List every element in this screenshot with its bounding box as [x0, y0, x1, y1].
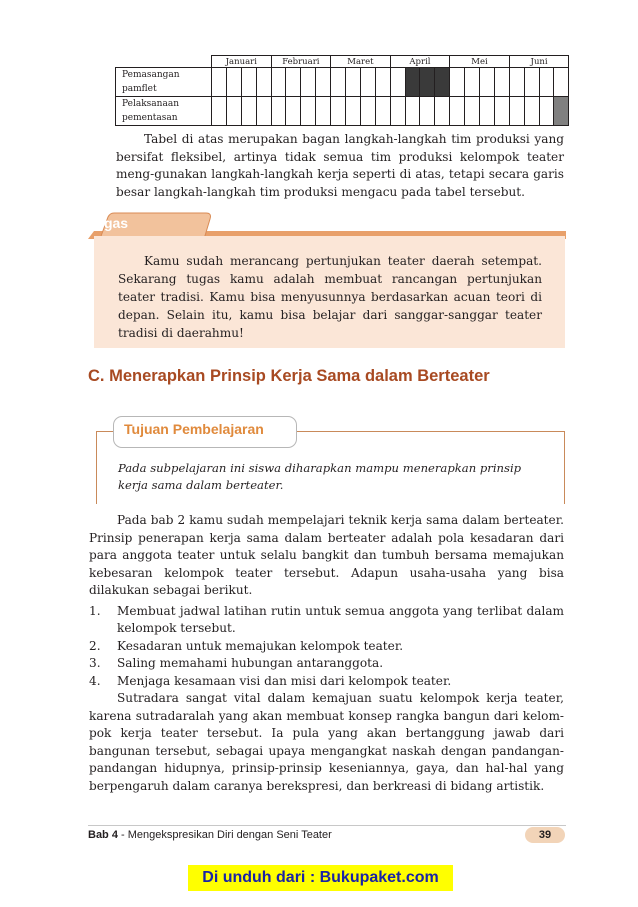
- download-banner[interactable]: Di unduh dari : Bukupaket.com: [188, 865, 453, 891]
- tugas-text-content: Kamu sudah merancang pertunjukan teater daerah setempat. Sekarang tugas kamu adalah membuat rancangan pertunjukan teater tradisi. Kamu bisa menyusunnya berdasarkan acuan teori di depan. Selain itu, kamu bisa belajar dari sanggar-sanggar teater tradisi di daerahmu!: [118, 254, 542, 340]
- week-cell: [450, 97, 465, 126]
- week-cell: [494, 97, 509, 126]
- week-cell: [465, 68, 480, 97]
- week-cell: [360, 68, 375, 97]
- tugas-label: Tugas: [87, 215, 129, 231]
- week-cell: [346, 97, 361, 126]
- list-number: 4.: [89, 673, 101, 688]
- week-cell: [509, 97, 524, 126]
- schedule-row: [116, 68, 569, 97]
- week-cell: [465, 97, 480, 126]
- month-header: Mei: [450, 56, 510, 68]
- week-cell: [286, 68, 301, 97]
- week-cell: [435, 97, 450, 126]
- tujuan-text: Pada subpelajaran ini siswa diharapkan mampu menerapkan prinsip kerja sama dalam berteater.: [118, 461, 522, 492]
- month-header: April: [390, 56, 450, 68]
- section-title: C. Menerapkan Prinsip Kerja Sama dalam Berteater: [88, 367, 490, 385]
- list-number: 3.: [89, 656, 101, 670]
- month-header: Februari: [271, 56, 331, 68]
- week-cell: [554, 97, 569, 126]
- week-cell: [301, 97, 316, 126]
- week-cell: [390, 68, 405, 97]
- list-number: 1.: [89, 603, 101, 618]
- week-cell: [524, 68, 539, 97]
- body-paragraph-1: Pada bab 2 kamu sudah mempelajari teknik kerja sama dalam berteater. Prinsip penerapan kerja sama dalam berteater adalah pola kesadaran dari para anggota teater untuk selalu bangkit dan tumbuh bersama memajukan kebesaran kelompok teater tersebut. Adapun usaha-usaha yang bisa dilakukan sebagai berikut.: [89, 513, 564, 597]
- week-cell: [256, 97, 271, 126]
- week-cell: [480, 68, 495, 97]
- month-header: Maret: [331, 56, 391, 68]
- week-cell: [286, 97, 301, 126]
- month-header: Januari: [212, 56, 272, 68]
- week-cell: [480, 97, 495, 126]
- list-text: Membuat jadwal latihan rutin untuk semua anggota yang terlibat dalam kelompok tersebut.: [117, 603, 564, 635]
- week-cell: [346, 68, 361, 97]
- week-cell: [554, 68, 569, 97]
- schedule-row: [116, 97, 569, 126]
- footer-chapter-label: Bab 4: [88, 829, 118, 841]
- week-cell: [539, 97, 554, 126]
- week-cell: [316, 68, 331, 97]
- month-header: Juni: [509, 56, 569, 68]
- week-cell: [524, 97, 539, 126]
- tujuan-label: Tujuan Pembelajaran: [124, 421, 264, 437]
- week-cell: [539, 68, 554, 97]
- list-item: [89, 638, 564, 656]
- week-cell: [509, 68, 524, 97]
- body-paragraph-2: Sutradara sangat vital dalam kemajuan suatu kelompok kerja teater, karena sutradaralah yang akan membuat konsep rangka bangun dari kelom-pok kerja teater tersebut. Ia pula yang akan bertanggung jawab dari bangunan tersebut, sebagai upaya mengangkat naskah dengan pandangan-pandangan hidupnya, prinsip-prinsip keseniannya, gaya, dan hal-hal yang berpengaruh dalam caranya berekspresi, dan berkreasi di bidang artistik.: [89, 691, 564, 793]
- week-cell: [271, 97, 286, 126]
- week-cell: [375, 68, 390, 97]
- list-item: [89, 655, 564, 673]
- week-cell: [420, 97, 435, 126]
- week-cell: [405, 97, 420, 126]
- week-cell: [450, 68, 465, 97]
- footer-chapter-title: - Mengekspresikan Diri dengan Seni Teater: [117, 829, 332, 841]
- week-cell: [375, 97, 390, 126]
- intro-paragraph: Tabel di atas merupakan bagan langkah-langkah tim produksi yang bersifat fleksibel, artinya tidak semua tim produksi kelompok teater meng-gunakan langkah-langkah kerja seperti di atas, tetapi secara garis besar langkah-langkah tim produksi mengacu pada tabel tersebut.: [116, 132, 564, 199]
- list-text: Saling memahami hubungan antaranggota.: [117, 656, 384, 670]
- week-cell: [494, 68, 509, 97]
- footer-divider: [88, 825, 566, 826]
- week-cell: [405, 68, 420, 97]
- list-item: [89, 673, 564, 691]
- schedule-row-label: Pemasangan pamflet: [116, 68, 212, 97]
- schedule-row-label: Pelaksanaan pementasan: [116, 97, 212, 126]
- list-text: Menjaga kesamaan visi dan misi dari kelompok teater.: [117, 673, 452, 688]
- week-cell: [360, 97, 375, 126]
- list-number: 2.: [89, 638, 101, 653]
- week-cell: [390, 97, 405, 126]
- list-text: Kesadaran untuk memajukan kelompok teater.: [117, 638, 404, 653]
- week-cell: [212, 68, 227, 97]
- week-cell: [256, 68, 271, 97]
- page-number: 39: [525, 827, 565, 843]
- week-cell: [241, 97, 256, 126]
- body-content: [89, 512, 564, 795]
- effort-list: [89, 603, 564, 691]
- week-cell: [226, 97, 241, 126]
- week-cell: [435, 68, 450, 97]
- week-cell: [316, 97, 331, 126]
- week-cell: [241, 68, 256, 97]
- week-cell: [331, 97, 346, 126]
- list-item: [89, 603, 564, 638]
- week-cell: [226, 68, 241, 97]
- production-schedule-table: [115, 55, 569, 126]
- footer-chapter: [88, 829, 332, 841]
- week-cell: [331, 68, 346, 97]
- week-cell: [420, 68, 435, 97]
- week-cell: [271, 68, 286, 97]
- week-cell: [301, 68, 316, 97]
- tugas-text: [118, 252, 542, 342]
- week-cell: [212, 97, 227, 126]
